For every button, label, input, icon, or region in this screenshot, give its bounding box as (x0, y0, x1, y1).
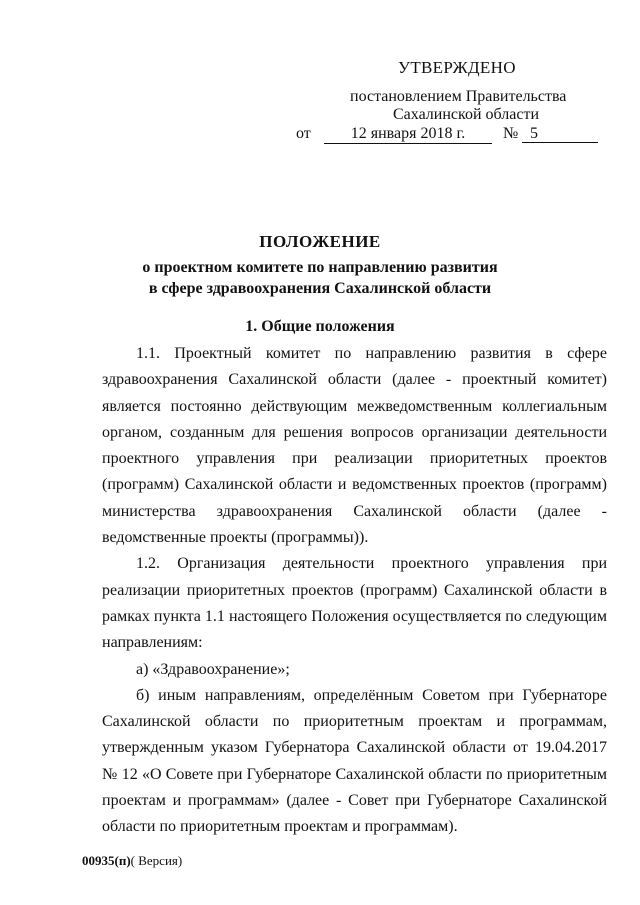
section-body (102, 341, 607, 841)
approval-number: 5 (522, 125, 598, 143)
approval-date: 12 января 2018 г. (324, 125, 492, 144)
document-subtitle-line2: в сфере здравоохранения Сахалинской области (148, 280, 492, 297)
section-heading: 1. Общие положения (245, 318, 395, 335)
approval-region: Сахалинской области (393, 106, 540, 123)
paragraph-1-1: 1.1. Проектный комитет по направлению развития в сфере здравоохранения Сахалинской области (далее - проектный комитет) является постоянно действующим межведомственным коллегиальным органом, созданным для решения вопросов организации деятельности проектного управления при реализации приоритетных проектов (программ) Сахалинской области и ведомственных проектов (программ) министерства здравоохранения Сахалинской области (далее - ведомственные проекты (программы)). (102, 345, 607, 547)
paragraph-1-2: 1.2. Организация деятельности проектного управления при реализации приоритетных проектов (программ) Сахалинской области в рамках пункта 1.1 настоящего Положения осуществляется по следующим направлениям: (102, 555, 607, 652)
document-title: ПОЛОЖЕНИЕ (259, 232, 381, 251)
approval-title: УТВЕРЖДЕНО (398, 58, 516, 77)
document-subtitle-line1: о проектном комитете по направлению развития (142, 259, 498, 276)
approval-issuer: постановлением Правительства (350, 88, 567, 105)
footer-document-code (82, 853, 182, 869)
from-label: от (296, 125, 311, 142)
list-item-b: б) иным направлениям, определённым Советом при Губернаторе Сахалинской области по приоритетным проектам и программам, утвержденным указом Губернатора Сахалинской области от 19.04.2017 № 12 «О Совете при Губернаторе Сахалинской области по приоритетным проектам и программам» (далее - Совет при Губернаторе Сахалинской области по приоритетным проектам и программам). (102, 686, 607, 836)
number-label: № (503, 125, 519, 142)
footer-version: ( Версия) (130, 853, 183, 868)
footer-code: 00935(п) (82, 853, 131, 868)
list-item-a: а) «Здравоохранение»; (136, 660, 290, 678)
